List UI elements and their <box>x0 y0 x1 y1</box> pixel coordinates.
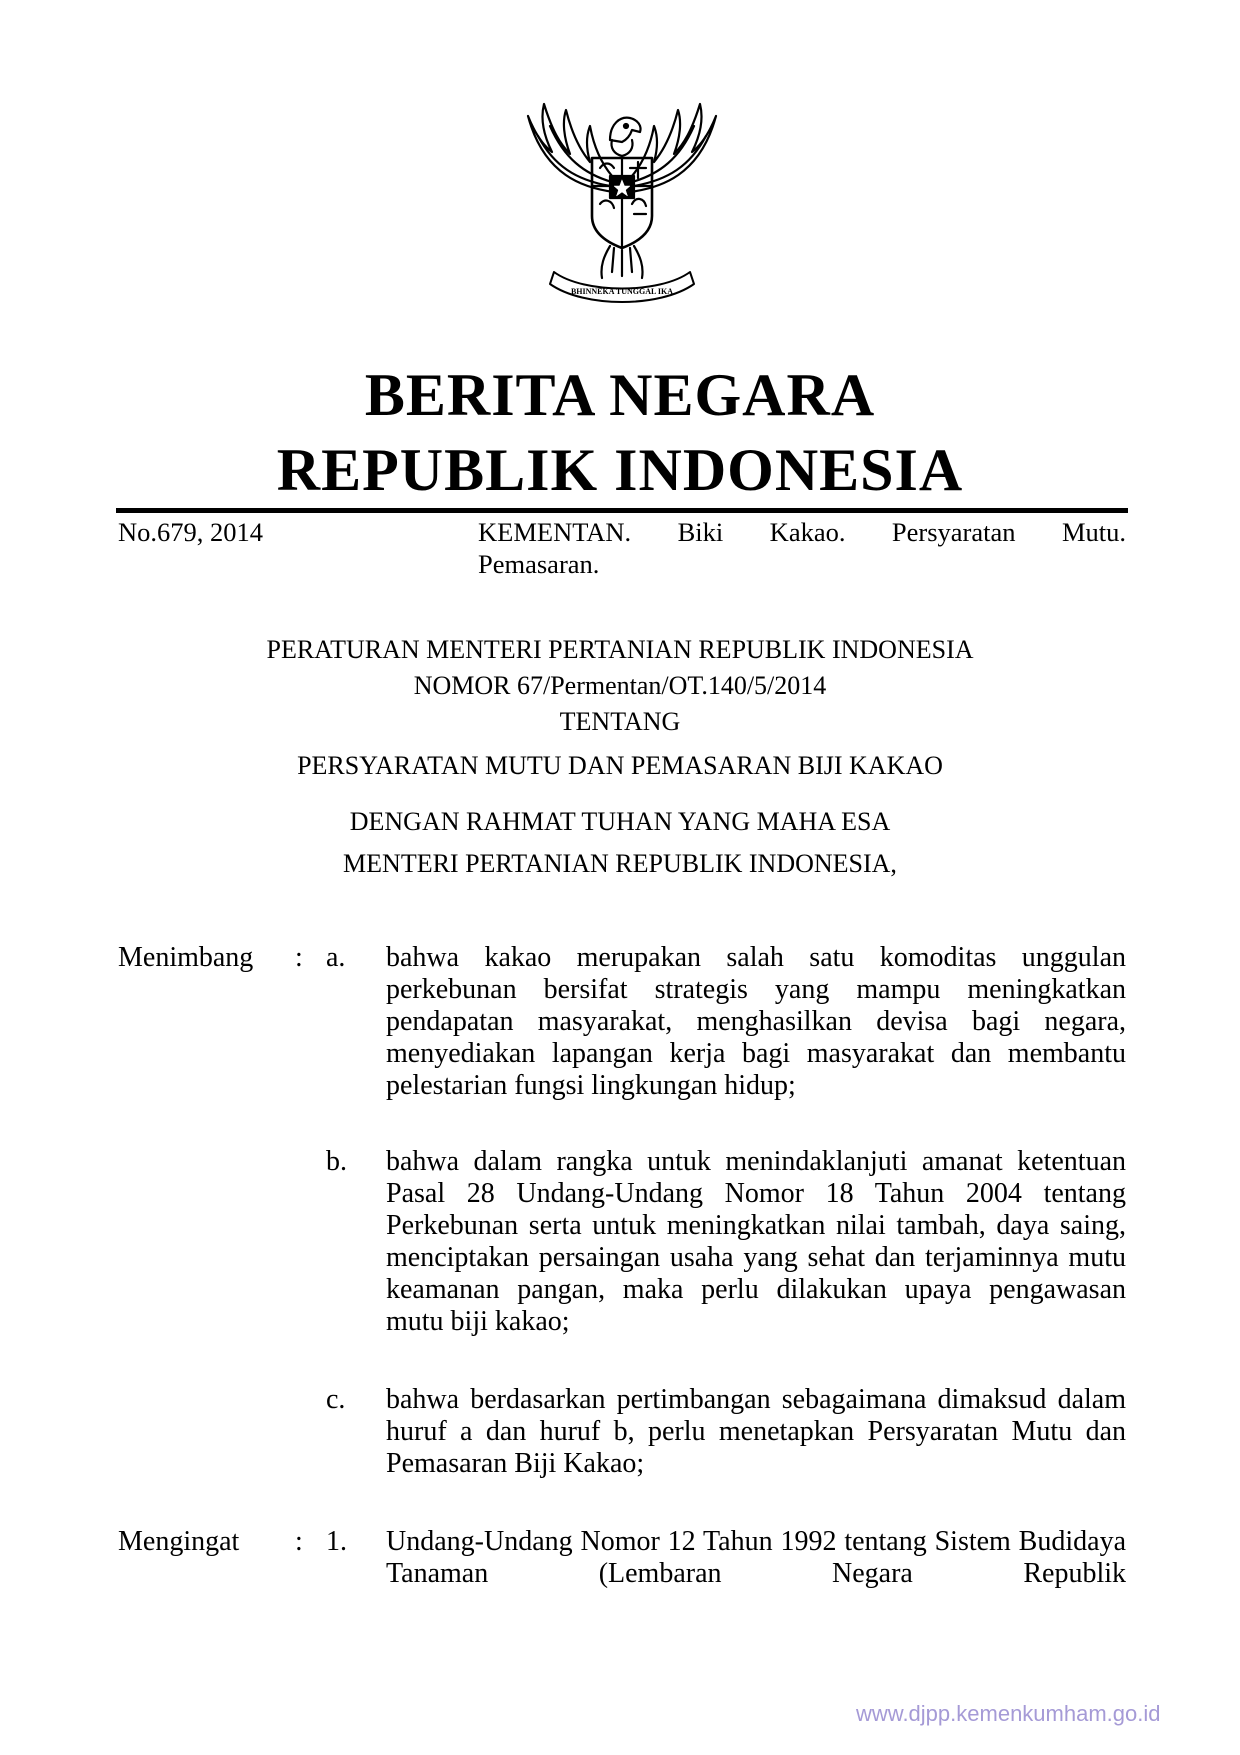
page-title-line1: BERITA NEGARA <box>364 362 876 428</box>
mengingat-colon: : <box>295 1526 303 1557</box>
mengingat-label: Mengingat <box>118 1526 240 1557</box>
mengingat-item-1: Undang-Undang Nomor 12 Tahun 1992 tentang Sistem Budidaya Tanaman (Lembaran Negara Republik <box>386 1526 1126 1589</box>
gazette-description-line1: KEMENTAN. Biki Kakao. Persyaratan Mutu. <box>478 517 1126 547</box>
invocation: DENGAN RAHMAT TUHAN YANG MAHA ESA <box>349 807 891 836</box>
gazette-number: No.679, 2014 <box>118 517 264 547</box>
mengingat-marker-1: 1. <box>326 1526 347 1557</box>
minister-heading: MENTERI PERTANIAN REPUBLIK INDONESIA, <box>343 849 897 878</box>
regulation-title: PERATURAN MENTERI PERTANIAN REPUBLIK INDONESIA <box>266 635 974 664</box>
regulation-about: TENTANG <box>559 707 681 736</box>
gazette-description-line2: Pemasaran. <box>478 549 600 579</box>
menimbang-marker-c: c. <box>326 1384 346 1415</box>
garuda-pancasila-emblem <box>514 96 730 310</box>
menimbang-marker-a: a. <box>326 942 346 973</box>
gazette-description <box>478 516 1126 580</box>
motto-text: BHINNEKA TUNGGAL IKA <box>570 287 674 296</box>
regulation-number: NOMOR 67/Permentan/OT.140/5/2014 <box>413 671 827 700</box>
menimbang-colon: : <box>295 942 303 973</box>
menimbang-item-c: bahwa berdasarkan pertimbangan sebagaimana dimaksud dalam huruf a dan huruf b, perlu menetapkan Persyaratan Mutu dan Pemasaran Biji Kakao; <box>386 1384 1126 1479</box>
footer-website-link[interactable]: www.djpp.kemenkumham.go.id <box>856 1701 1161 1726</box>
menimbang-item-a: bahwa kakao merupakan salah satu komoditas unggulan perkebunan bersifat strategis yang mampu meningkatkan pendapatan masyarakat, menghasilkan devisa bagi negara, menyediakan lapangan kerja bagi masyarakat dan membantu pelestarian fungsi lingkungan hidup; <box>386 942 1126 1101</box>
title-divider <box>116 508 1128 513</box>
menimbang-marker-b: b. <box>326 1146 347 1177</box>
menimbang-item-b: bahwa dalam rangka untuk menindaklanjuti amanat ketentuan Pasal 28 Undang-Undang Nomor 18 Tahun 2004 tentang Perkebunan serta untuk meningkatkan nilai tambah, daya saing, menciptakan persaingan usaha yang sehat dan terjaminnya mutu keamanan pangan, maka perlu dilakukan upaya pengawasan mutu biji kakao; <box>386 1146 1126 1337</box>
menimbang-label: Menimbang <box>118 942 254 973</box>
page-title-line2: REPUBLIK INDONESIA <box>276 437 964 503</box>
regulation-subject: PERSYARATAN MUTU DAN PEMASARAN BIJI KAKAO <box>297 751 943 780</box>
